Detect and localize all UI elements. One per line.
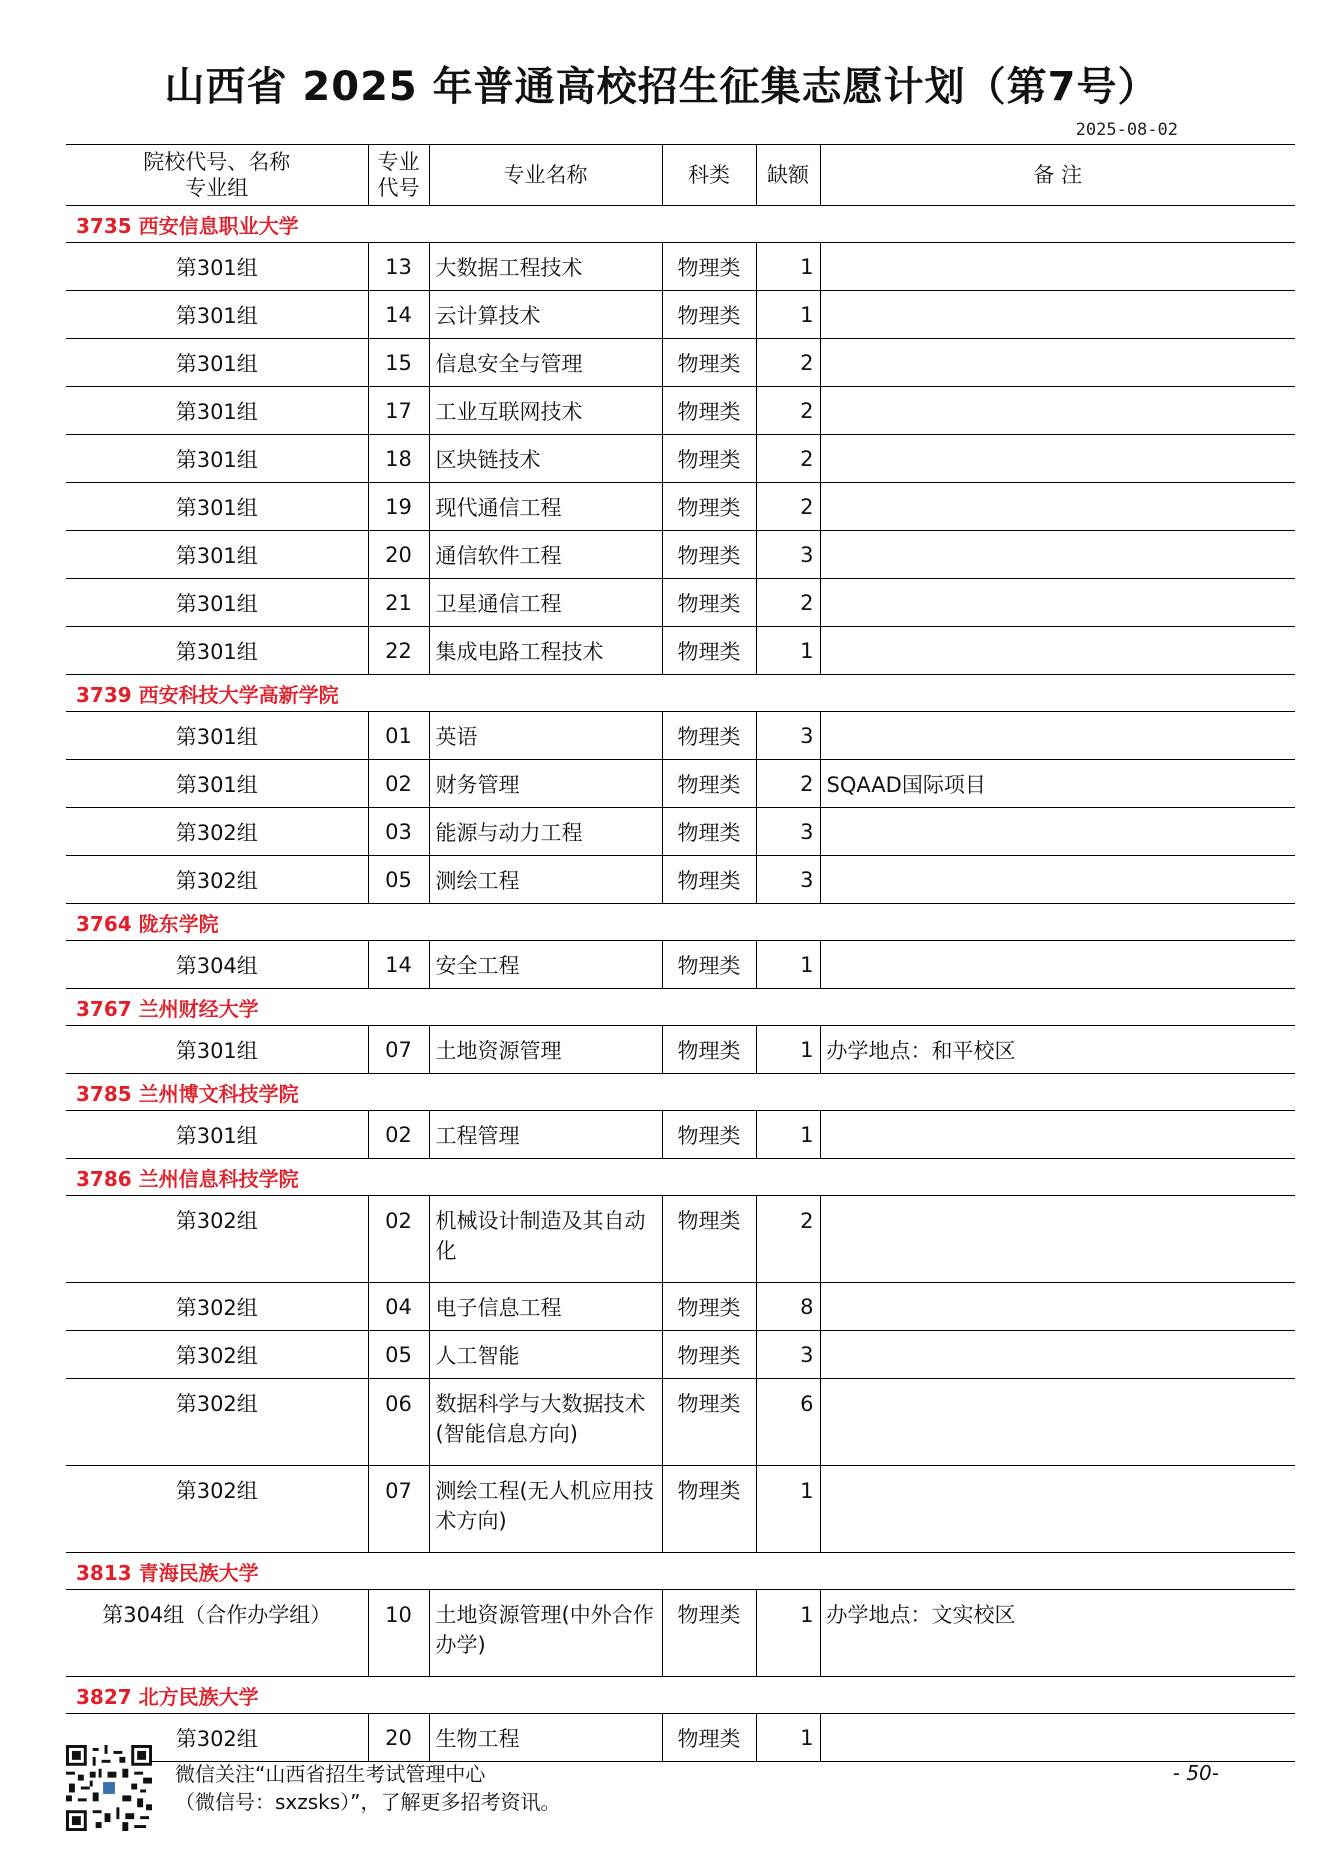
header-vacancy: 缺额: [756, 145, 820, 206]
remark-cell: [820, 579, 1295, 627]
category-cell: 物理类: [662, 435, 756, 483]
major-code-cell: 02: [368, 1196, 429, 1283]
table-row: [66, 579, 1295, 627]
qr-code-icon: [66, 1745, 152, 1831]
remark-cell: [820, 712, 1295, 760]
remark-cell: [820, 808, 1295, 856]
vacancy-cell: 6: [756, 1379, 820, 1466]
vacancy-cell: 1: [756, 1026, 820, 1074]
category-cell: 物理类: [662, 1026, 756, 1074]
institution-row: [66, 904, 1295, 941]
institution-row: [66, 1074, 1295, 1111]
remark-cell: [820, 1379, 1295, 1466]
table-body: [66, 206, 1295, 1762]
major-name-cell: 数据科学与大数据技术(智能信息方向): [429, 1379, 662, 1466]
category-cell: 物理类: [662, 1283, 756, 1331]
header-category: 科类: [662, 145, 756, 206]
major-name-cell: 安全工程: [429, 941, 662, 989]
table-row: [66, 808, 1295, 856]
major-code-cell: 20: [368, 1714, 429, 1762]
major-name-cell: 土地资源管理: [429, 1026, 662, 1074]
vacancy-cell: 2: [756, 483, 820, 531]
major-code-cell: 06: [368, 1379, 429, 1466]
remark-cell: 办学地点：和平校区: [820, 1026, 1295, 1074]
major-name-cell: 现代通信工程: [429, 483, 662, 531]
major-name-cell: 测绘工程(无人机应用技术方向): [429, 1466, 662, 1553]
vacancy-cell: 2: [756, 387, 820, 435]
table-row: [66, 1590, 1295, 1677]
header-remark: 备 注: [820, 145, 1295, 206]
major-name-cell: 区块链技术: [429, 435, 662, 483]
major-name-cell: 人工智能: [429, 1331, 662, 1379]
category-cell: 物理类: [662, 856, 756, 904]
major-code-cell: 01: [368, 712, 429, 760]
institution-name: 3739 西安科技大学高新学院: [66, 675, 1295, 712]
plan-table: [66, 144, 1295, 1762]
footer-line-1: 微信关注“山西省招生考试管理中心: [175, 1762, 486, 1786]
table-row: [66, 1714, 1295, 1762]
major-name-cell: 信息安全与管理: [429, 339, 662, 387]
major-name-cell: 机械设计制造及其自动化: [429, 1196, 662, 1283]
remark-cell: [820, 1283, 1295, 1331]
remark-cell: [820, 627, 1295, 675]
group-cell: 第301组: [66, 712, 368, 760]
footer-note: [175, 1760, 561, 1816]
category-cell: 物理类: [662, 1714, 756, 1762]
institution-row: [66, 206, 1295, 243]
group-cell: 第304组（合作办学组）: [66, 1590, 368, 1677]
table-row: [66, 1111, 1295, 1159]
vacancy-cell: 2: [756, 579, 820, 627]
institution-row: [66, 1677, 1295, 1714]
category-cell: 物理类: [662, 712, 756, 760]
major-name-cell: 大数据工程技术: [429, 243, 662, 291]
table-row: [66, 483, 1295, 531]
group-cell: 第301组: [66, 579, 368, 627]
major-name-cell: 集成电路工程技术: [429, 627, 662, 675]
footer-line-2: （微信号：sxzsks）”，了解更多招考资讯。: [175, 1790, 561, 1814]
major-name-cell: 卫星通信工程: [429, 579, 662, 627]
institution-row: [66, 989, 1295, 1026]
page-title: 山西省 2025 年普通高校招生征集志愿计划（第7号）: [164, 64, 1159, 110]
major-name-cell: 云计算技术: [429, 291, 662, 339]
major-name-cell: 通信软件工程: [429, 531, 662, 579]
vacancy-cell: 1: [756, 291, 820, 339]
major-code-cell: 03: [368, 808, 429, 856]
remark-cell: [820, 531, 1295, 579]
vacancy-cell: 3: [756, 1331, 820, 1379]
major-name-cell: 工程管理: [429, 1111, 662, 1159]
vacancy-cell: 3: [756, 856, 820, 904]
remark-cell: [820, 1331, 1295, 1379]
institution-name: 3764 陇东学院: [66, 904, 1295, 941]
table-row: [66, 1379, 1295, 1466]
vacancy-cell: 1: [756, 1590, 820, 1677]
major-code-cell: 22: [368, 627, 429, 675]
remark-cell: [820, 1466, 1295, 1553]
major-code-cell: 14: [368, 291, 429, 339]
major-code-cell: 20: [368, 531, 429, 579]
major-code-cell: 15: [368, 339, 429, 387]
major-code-cell: 05: [368, 856, 429, 904]
major-code-cell: 21: [368, 579, 429, 627]
institution-row: [66, 1159, 1295, 1196]
table-row: [66, 243, 1295, 291]
table-row: [66, 1331, 1295, 1379]
group-cell: 第301组: [66, 243, 368, 291]
vacancy-cell: 1: [756, 243, 820, 291]
category-cell: 物理类: [662, 760, 756, 808]
table-row: [66, 1466, 1295, 1553]
remark-cell: [820, 435, 1295, 483]
table-row: [66, 1283, 1295, 1331]
institution-name: 3786 兰州信息科技学院: [66, 1159, 1295, 1196]
major-code-cell: 13: [368, 243, 429, 291]
remark-cell: [820, 941, 1295, 989]
major-code-cell: 18: [368, 435, 429, 483]
table-row: [66, 712, 1295, 760]
remark-cell: [820, 291, 1295, 339]
group-cell: 第301组: [66, 1111, 368, 1159]
table-row: [66, 1196, 1295, 1283]
table-row: [66, 435, 1295, 483]
category-cell: 物理类: [662, 1111, 756, 1159]
vacancy-cell: 8: [756, 1283, 820, 1331]
vacancy-cell: 3: [756, 808, 820, 856]
major-name-cell: 土地资源管理(中外合作办学): [429, 1590, 662, 1677]
remark-cell: [820, 387, 1295, 435]
institution-name: 3735 西安信息职业大学: [66, 206, 1295, 243]
vacancy-cell: 1: [756, 1111, 820, 1159]
group-cell: 第302组: [66, 856, 368, 904]
category-cell: 物理类: [662, 1196, 756, 1283]
header-major-name: 专业名称: [429, 145, 662, 206]
institution-name: 3785 兰州博文科技学院: [66, 1074, 1295, 1111]
category-cell: 物理类: [662, 243, 756, 291]
group-cell: 第301组: [66, 291, 368, 339]
table-row: [66, 387, 1295, 435]
group-cell: 第302组: [66, 1714, 368, 1762]
table-header-row: [66, 145, 1295, 206]
remark-cell: [820, 1196, 1295, 1283]
group-cell: 第301组: [66, 760, 368, 808]
group-cell: 第301组: [66, 1026, 368, 1074]
institution-row: [66, 675, 1295, 712]
remark-cell: SQAAD国际项目: [820, 760, 1295, 808]
major-name-cell: 工业互联网技术: [429, 387, 662, 435]
major-code-cell: 02: [368, 1111, 429, 1159]
table-row: [66, 339, 1295, 387]
vacancy-cell: 2: [756, 435, 820, 483]
publish-date: 2025-08-02: [1075, 120, 1178, 140]
table-row: [66, 1026, 1295, 1074]
table-row: [66, 531, 1295, 579]
category-cell: 物理类: [662, 579, 756, 627]
category-cell: 物理类: [662, 1466, 756, 1553]
major-code-cell: 14: [368, 941, 429, 989]
category-cell: 物理类: [662, 808, 756, 856]
category-cell: 物理类: [662, 531, 756, 579]
table-row: [66, 941, 1295, 989]
category-cell: 物理类: [662, 1379, 756, 1466]
group-cell: 第302组: [66, 1283, 368, 1331]
major-name-cell: 生物工程: [429, 1714, 662, 1762]
vacancy-cell: 3: [756, 531, 820, 579]
group-cell: 第301组: [66, 435, 368, 483]
category-cell: 物理类: [662, 291, 756, 339]
major-name-cell: 电子信息工程: [429, 1283, 662, 1331]
vacancy-cell: 1: [756, 1714, 820, 1762]
major-name-cell: 测绘工程: [429, 856, 662, 904]
category-cell: 物理类: [662, 483, 756, 531]
group-cell: 第302组: [66, 1196, 368, 1283]
remark-cell: [820, 243, 1295, 291]
major-code-cell: 07: [368, 1466, 429, 1553]
vacancy-cell: 1: [756, 627, 820, 675]
category-cell: 物理类: [662, 339, 756, 387]
page-number: - 50-: [1172, 1761, 1219, 1785]
category-cell: 物理类: [662, 1331, 756, 1379]
institution-name: 3767 兰州财经大学: [66, 989, 1295, 1026]
vacancy-cell: 1: [756, 1466, 820, 1553]
vacancy-cell: 2: [756, 760, 820, 808]
remark-cell: [820, 856, 1295, 904]
group-cell: 第302组: [66, 1331, 368, 1379]
group-cell: 第302组: [66, 1379, 368, 1466]
group-cell: 第301组: [66, 339, 368, 387]
remark-cell: [820, 483, 1295, 531]
major-code-cell: 02: [368, 760, 429, 808]
major-name-cell: 财务管理: [429, 760, 662, 808]
major-name-cell: 能源与动力工程: [429, 808, 662, 856]
table-row: [66, 760, 1295, 808]
group-cell: 第301组: [66, 387, 368, 435]
header-institution: 院校代号、名称 专业组: [66, 145, 368, 206]
group-cell: 第301组: [66, 531, 368, 579]
group-cell: 第301组: [66, 483, 368, 531]
table-row: [66, 627, 1295, 675]
major-code-cell: 17: [368, 387, 429, 435]
table-row: [66, 856, 1295, 904]
category-cell: 物理类: [662, 387, 756, 435]
header-major-code: 专业 代号: [368, 145, 429, 206]
institution-row: [66, 1553, 1295, 1590]
major-code-cell: 10: [368, 1590, 429, 1677]
institution-name: 3813 青海民族大学: [66, 1553, 1295, 1590]
group-cell: 第301组: [66, 627, 368, 675]
vacancy-cell: 2: [756, 339, 820, 387]
vacancy-cell: 3: [756, 712, 820, 760]
major-code-cell: 04: [368, 1283, 429, 1331]
remark-cell: [820, 1111, 1295, 1159]
category-cell: 物理类: [662, 1590, 756, 1677]
group-cell: 第302组: [66, 808, 368, 856]
major-code-cell: 05: [368, 1331, 429, 1379]
category-cell: 物理类: [662, 941, 756, 989]
vacancy-cell: 2: [756, 1196, 820, 1283]
table-row: [66, 291, 1295, 339]
major-name-cell: 英语: [429, 712, 662, 760]
major-code-cell: 07: [368, 1026, 429, 1074]
group-cell: 第302组: [66, 1466, 368, 1553]
vacancy-cell: 1: [756, 941, 820, 989]
remark-cell: [820, 339, 1295, 387]
institution-name: 3827 北方民族大学: [66, 1677, 1295, 1714]
major-code-cell: 19: [368, 483, 429, 531]
remark-cell: [820, 1714, 1295, 1762]
category-cell: 物理类: [662, 627, 756, 675]
group-cell: 第304组: [66, 941, 368, 989]
remark-cell: 办学地点：文实校区: [820, 1590, 1295, 1677]
